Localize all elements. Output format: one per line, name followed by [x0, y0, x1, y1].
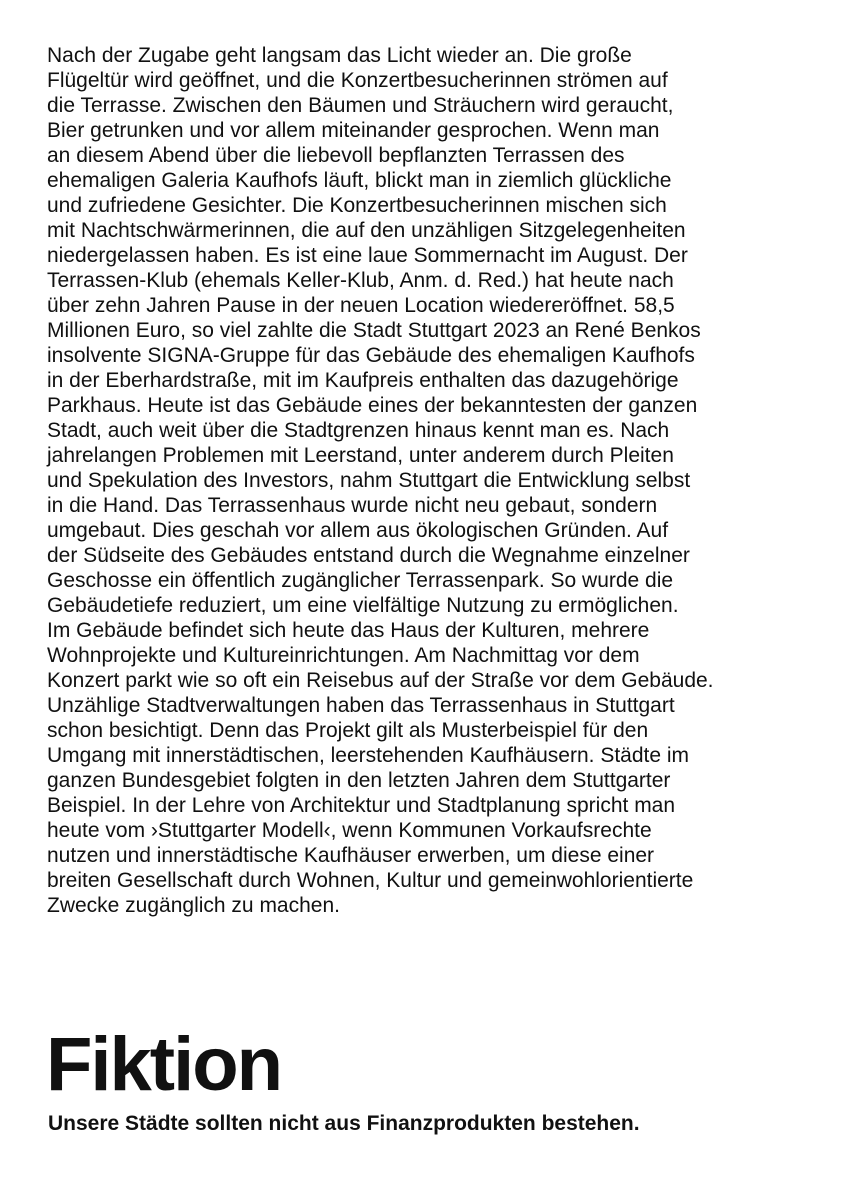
text-line: Nach der Zugabe geht langsam das Licht wieder an. Die große	[47, 44, 632, 67]
text-line: Stadt, auch weit über die Stadtgrenzen hinaus kennt man es. Nach	[47, 419, 670, 442]
text-line: insolvente SIGNA-Gruppe für das Gebäude des ehemaligen Kaufhofs	[47, 344, 695, 367]
text-line: nutzen und innerstädtische Kaufhäuser erwerben, um diese einer	[47, 844, 655, 867]
text-line: niedergelassen haben. Es ist eine laue Sommernacht im August. Der	[47, 244, 688, 267]
text-line: an diesem Abend über die liebevoll bepflanzten Terrassen des	[47, 144, 625, 167]
text-line: mit Nachtschwärmerinnen, die auf den unzähligen Sitzgelegenheiten	[47, 219, 686, 242]
text-line: Zwecke zugänglich zu machen.	[47, 894, 340, 917]
text-line: Unzählige Stadtverwaltungen haben das Terrassenhaus in Stuttgart	[47, 694, 675, 717]
section-heading: Fiktion	[46, 1022, 282, 1107]
text-line: Terrassen-Klub (ehemals Keller-Klub, Anm. d. Red.) hat heute nach	[47, 269, 674, 292]
text-line: Bier getrunken und vor allem miteinander gesprochen. Wenn man	[47, 119, 660, 142]
text-line: über zehn Jahren Pause in der neuen Location wiedereröffnet. 58,5	[47, 294, 675, 317]
text-line: und zufriedene Gesichter. Die Konzertbesucherinnen mischen sich	[47, 194, 667, 217]
text-line: Beispiel. In der Lehre von Architektur und Stadtplanung spricht man	[47, 794, 676, 817]
text-line: ehemaligen Galeria Kaufhofs läuft, blickt man in ziemlich glückliche	[47, 169, 672, 192]
text-line: Wohnprojekte und Kultureinrichtungen. Am Nachmittag vor dem	[47, 644, 640, 667]
text-line: in die Hand. Das Terrassenhaus wurde nicht neu gebaut, sondern	[47, 494, 658, 517]
text-line: Im Gebäude befindet sich heute das Haus der Kulturen, mehrere	[47, 619, 650, 642]
text-line: jahrelangen Problemen mit Leerstand, unter anderem durch Pleiten	[47, 444, 674, 467]
text-line: Umgang mit innerstädtischen, leerstehenden Kaufhäusern. Städte im	[47, 744, 690, 767]
text-line: Flügeltür wird geöffnet, und die Konzertbesucherinnen strömen auf	[47, 69, 668, 92]
section-subheading: Unsere Städte sollten nicht aus Finanzprodukten bestehen.	[48, 1112, 640, 1135]
text-line: ganzen Bundesgebiet folgten in den letzten Jahren dem Stuttgarter	[47, 769, 671, 792]
text-line: Gebäudetiefe reduziert, um eine vielfältige Nutzung zu ermöglichen.	[47, 594, 679, 617]
text-line: schon besichtigt. Denn das Projekt gilt als Musterbeispiel für den	[47, 719, 649, 742]
text-line: und Spekulation des Investors, nahm Stuttgart die Entwicklung selbst	[47, 469, 691, 492]
text-line: in der Eberhardstraße, mit im Kaufpreis enthalten das dazugehörige	[47, 369, 679, 392]
text-line: heute vom ›Stuttgarter Modell‹, wenn Kommunen Vorkaufsrechte	[47, 819, 652, 842]
text-line: der Südseite des Gebäudes entstand durch die Wegnahme einzelner	[47, 544, 690, 567]
text-line: Geschosse ein öffentlich zugänglicher Terrassenpark. So wurde die	[47, 569, 674, 592]
text-line: die Terrasse. Zwischen den Bäumen und Sträuchern wird geraucht,	[47, 94, 674, 117]
text-line: Millionen Euro, so viel zahlte die Stadt Stuttgart 2023 an René Benkos	[47, 319, 701, 342]
text-line: breiten Gesellschaft durch Wohnen, Kultur und gemeinwohlorientierte	[47, 869, 694, 892]
text-line: umgebaut. Dies geschah vor allem aus ökologischen Gründen. Auf	[47, 519, 669, 542]
text-line: Konzert parkt wie so oft ein Reisebus auf der Straße vor dem Gebäude.	[47, 669, 714, 692]
body-paragraph	[47, 43, 807, 918]
text-line: Parkhaus. Heute ist das Gebäude eines der bekanntesten der ganzen	[47, 394, 698, 417]
